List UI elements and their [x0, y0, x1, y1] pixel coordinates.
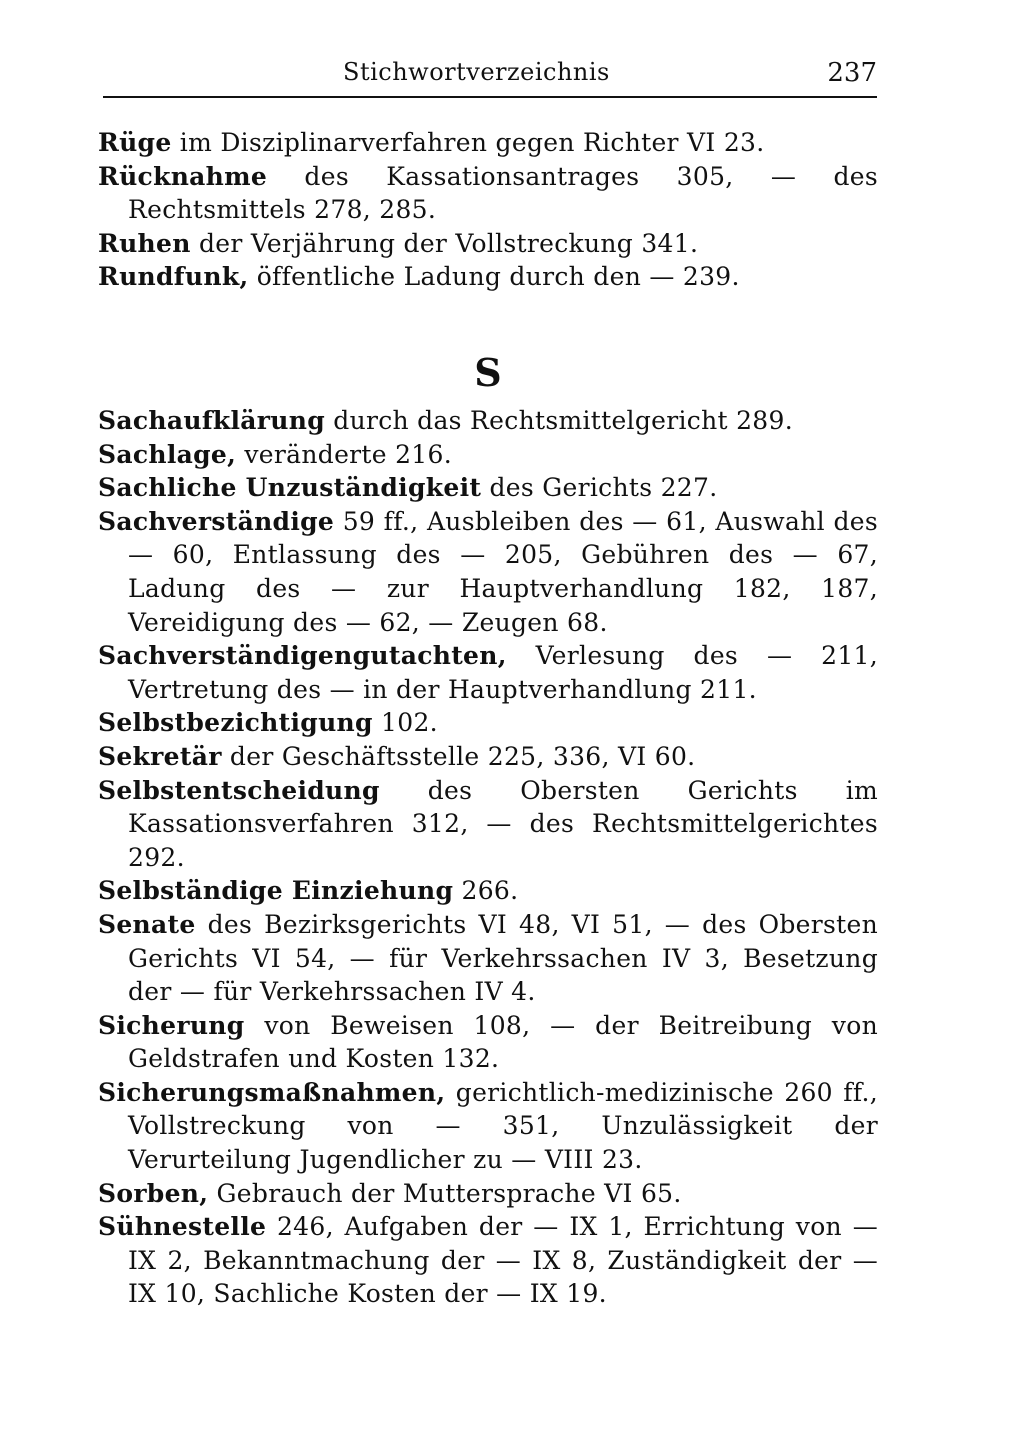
entry-keyword: Sachliche Unzuständigkeit — [98, 473, 482, 503]
entry-keyword: Sachverständige — [98, 506, 335, 536]
index-entry — [98, 706, 878, 740]
entries-s — [98, 404, 878, 1311]
header-title: Stichwortverzeichnis — [343, 58, 610, 86]
entry-keyword: Selbstentscheidung — [98, 775, 380, 805]
entry-references: des Bezirksgerichts VI 48, VI 51, — des Obersten Gerichts VI 54, — für Verkehrssachen IV 3, Besetzung der — für Verkehrssachen IV 4. — [128, 909, 878, 1007]
entry-keyword: Sühnestelle — [98, 1212, 267, 1242]
entry-references: 246, Aufgaben der — IX 1, Errichtung von — IX 2, Bekanntmachung der — IX 8, Zuständigkeit der — IX 10, Sachliche Kosten der — IX 19. — [128, 1212, 878, 1309]
index-entry — [98, 1009, 878, 1076]
entry-keyword: Sekretär — [98, 741, 222, 771]
entry-references: 266. — [453, 876, 519, 906]
running-header — [103, 52, 877, 98]
index-entry — [98, 908, 878, 1009]
entry-references: des Gerichts 227. — [481, 473, 718, 503]
index-entry — [98, 260, 878, 294]
index-entry — [98, 404, 878, 438]
index-entry — [98, 774, 878, 875]
entry-keyword: Sicherung — [98, 1010, 245, 1040]
entry-references: der Verjährung der Vollstreckung 341. — [190, 228, 699, 258]
entry-keyword: Rücknahme — [98, 161, 268, 191]
index-entry — [98, 874, 878, 908]
entry-keyword: Sachverständigengutachten, — [98, 641, 507, 671]
index-entry — [98, 639, 878, 706]
entry-references: gerichtlich-medizinische 260 ff., Vollstreckung von — 351, Unzulässigkeit der Verurteilung Jugendlicher zu — VIII 23. — [128, 1077, 878, 1175]
entry-keyword: Rundfunk, — [98, 262, 249, 292]
entries-r-continued — [98, 126, 878, 294]
index-entry — [98, 227, 878, 261]
entry-keyword: Selbstbezichtigung — [98, 708, 373, 738]
entry-references: Verlesung des — 211, Vertretung des — in der Hauptverhandlung 211. — [128, 641, 878, 704]
entry-keyword: Senate — [98, 909, 196, 939]
entry-keyword: Ruhen — [98, 228, 191, 258]
index-entry — [98, 1210, 878, 1311]
section-letter-heading: S — [474, 350, 502, 395]
entry-references: im Disziplinarverfahren gegen Richter VI 23. — [171, 128, 765, 157]
entry-keyword: Sachaufklärung — [98, 406, 326, 435]
index-entry — [98, 1076, 878, 1177]
entry-keyword: Sicherungsmaßnahmen, — [98, 1077, 446, 1107]
entry-keyword: Selbständige Einziehung — [98, 876, 454, 906]
entry-references: veränderte 216. — [236, 439, 452, 469]
entry-references: von Beweisen 108, — der Beitreibung von Geldstrafen und Kosten 132. — [128, 1010, 878, 1074]
index-entry — [98, 505, 878, 639]
entry-keyword: Sorben, — [98, 1178, 209, 1208]
entry-keyword: Rüge — [98, 128, 172, 157]
index-entry — [98, 1177, 878, 1211]
entry-references: des Kassationsantrages 305, — des Rechtsmittels 278, 285. — [128, 161, 878, 225]
entry-keyword: Sachlage, — [98, 439, 237, 469]
entry-references: 59 ff., Ausbleiben des — 61, Auswahl des — 60, Entlassung des — 205, Gebühren des — 67, Ladung des — zur Hauptverhandlung 182, 187, Vereidigung des — 62, — Zeugen 68. — [128, 506, 878, 637]
index-entry — [98, 438, 878, 472]
entry-references: 102. — [372, 708, 438, 738]
entry-references: Gebrauch der Muttersprache VI 65. — [208, 1178, 682, 1208]
index-entry — [98, 126, 878, 160]
entry-references: der Geschäftsstelle 225, 336, VI 60. — [221, 741, 696, 771]
entry-references: öffentliche Ladung durch den — 239. — [248, 262, 740, 292]
entry-references: durch das Rechtsmittelgericht 289. — [325, 406, 793, 435]
page-number: 237 — [827, 58, 877, 88]
index-entry — [98, 471, 878, 505]
entry-references: des Obersten Gerichts im Kassationsverfahren 312, — des Rechtsmittelgerichtes 292. — [128, 775, 878, 872]
index-entry — [98, 160, 878, 227]
index-entry — [98, 740, 878, 774]
